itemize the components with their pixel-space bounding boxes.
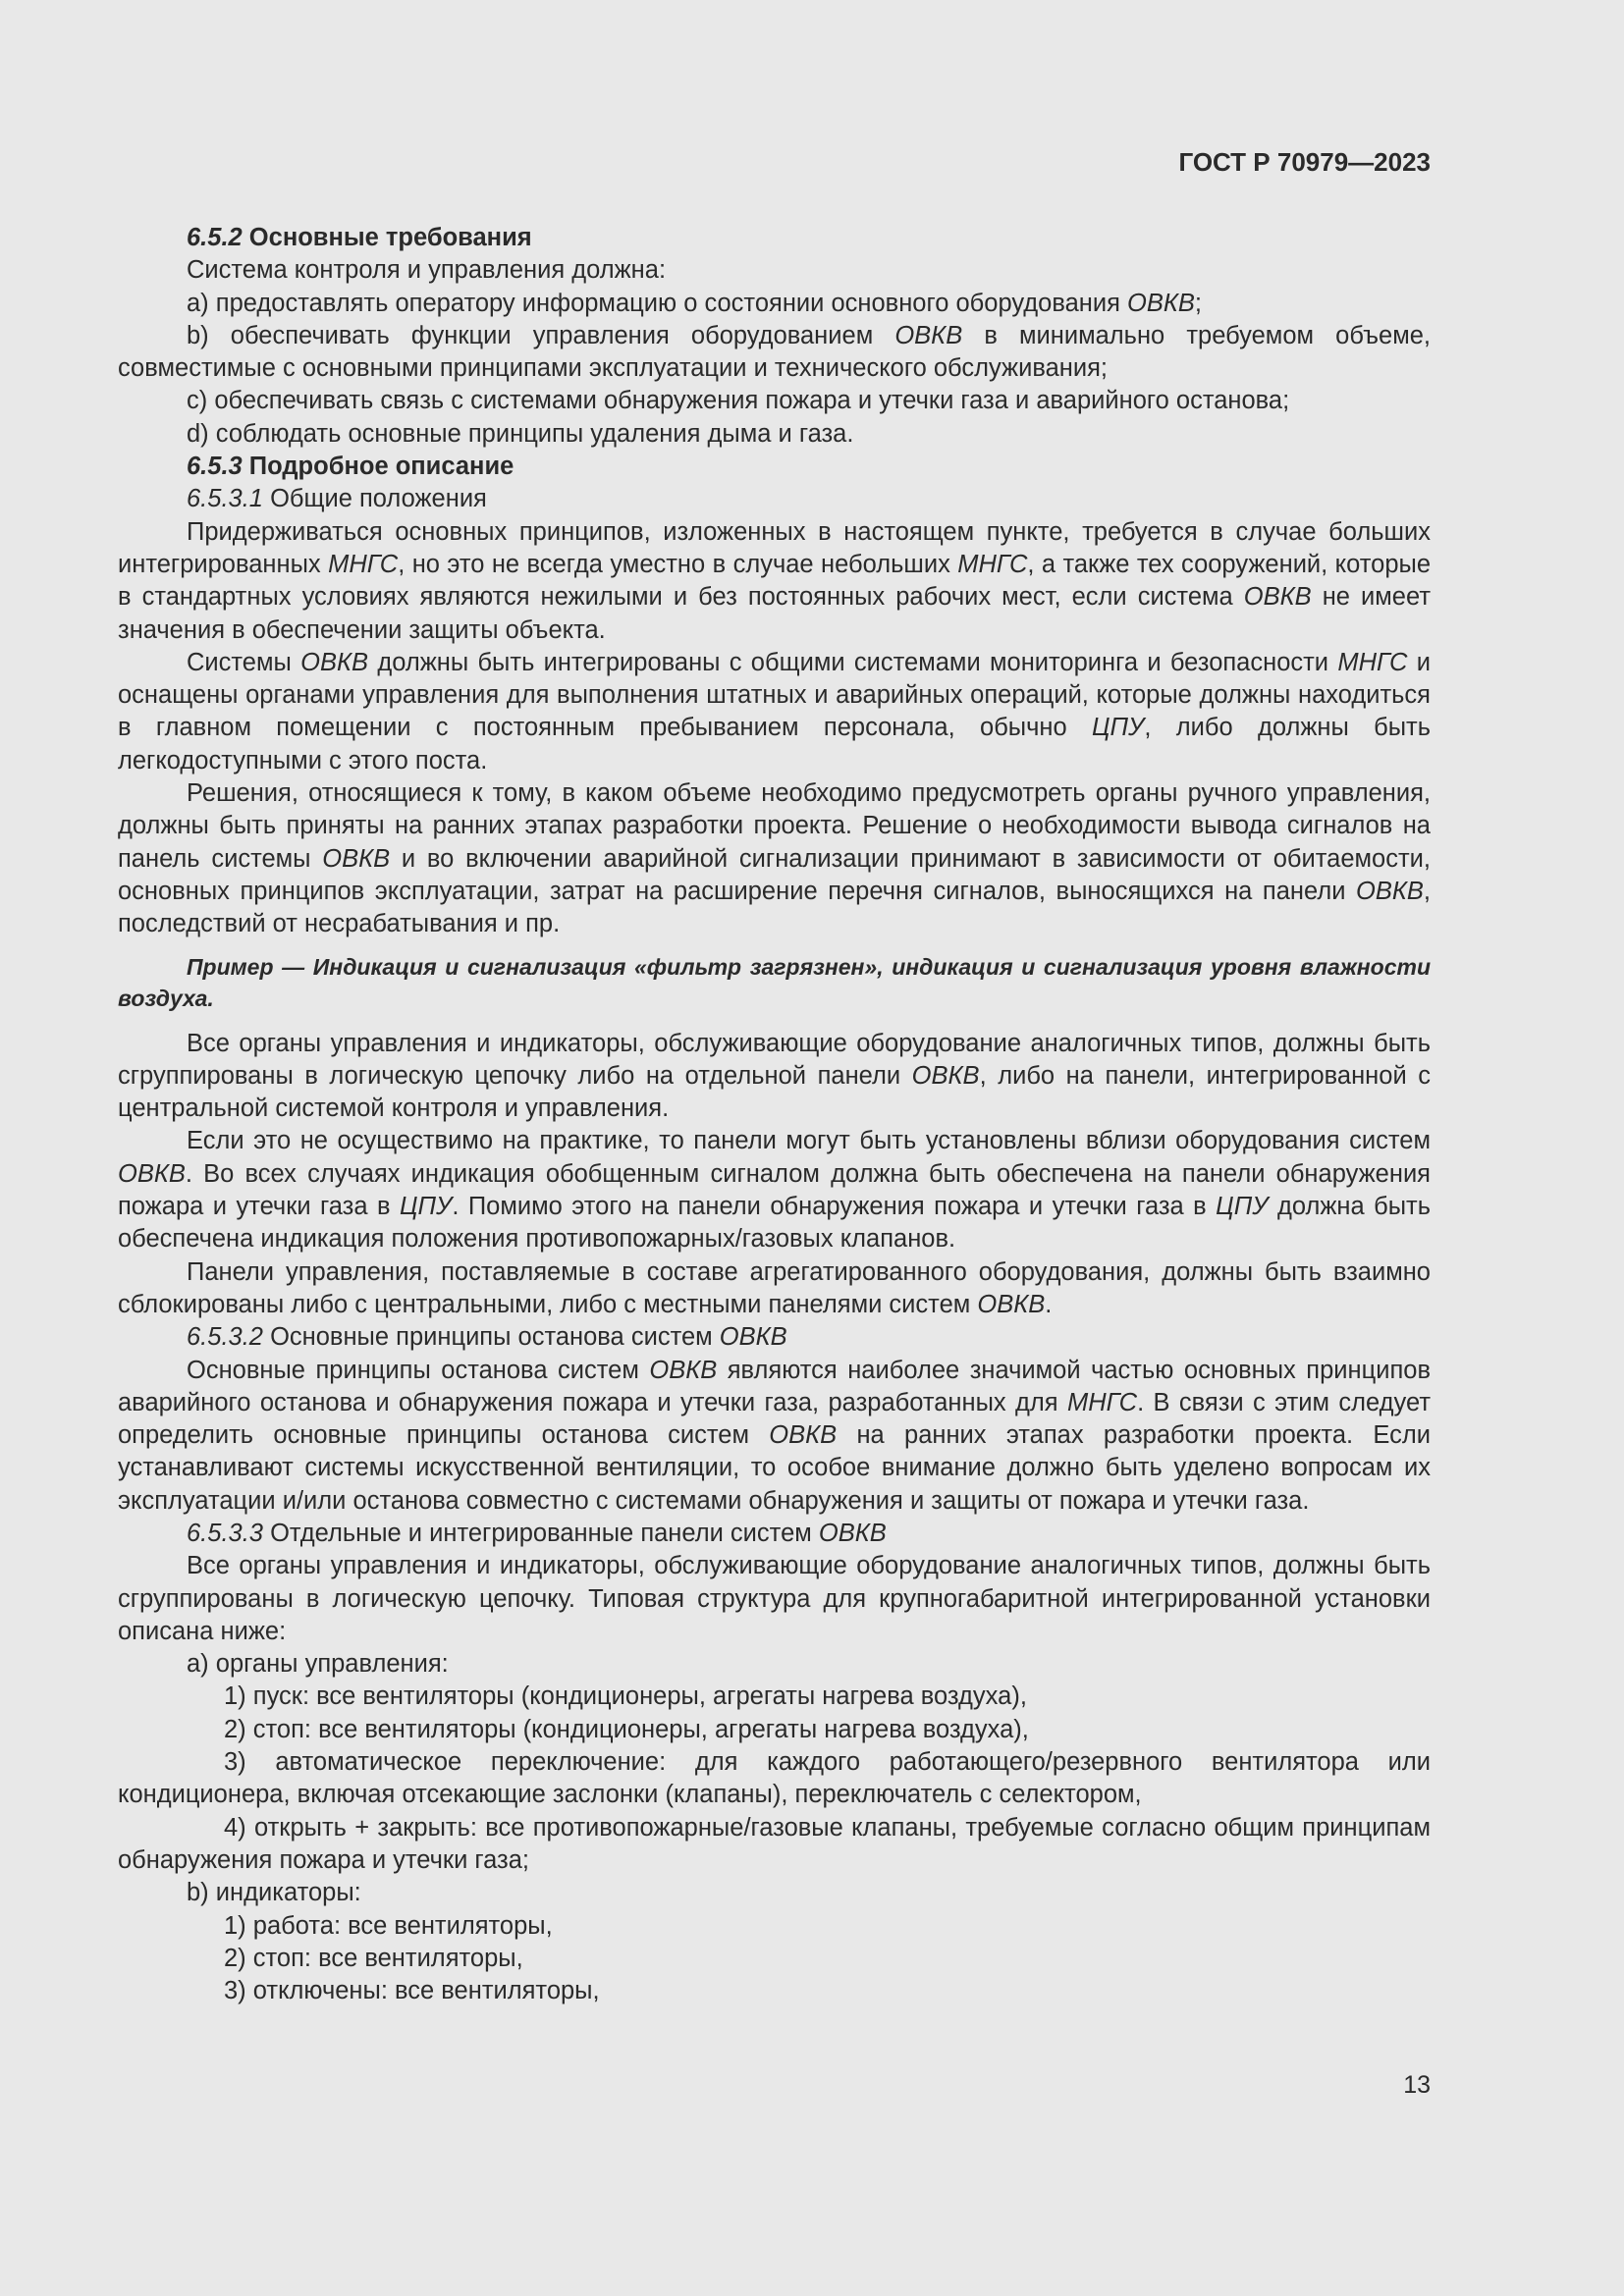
paragraph: Система контроля и управления должна: [187, 256, 667, 285]
paragraph: Основные принципы останова систем ОВКВ являются наиболее значимой частью основных принципов аварийного останова и обнаружения пожара и утечки газа, разработанных для МНГС. В связи с этим следует определить основные принципы останова систем ОВКВ на ранних этапах разработки проекта. Если устанавливают системы искусственной вентиляции, то особое внимание должно быть уделено вопросам их эксплуатации и/или останова совместно с системами обнаружения и защиты от пожара и утечки газа. [118, 1356, 1431, 1515]
list-item: 3) отключены: все вентиляторы, [224, 1977, 600, 2005]
list-item: a) предоставлять оператору информацию о состоянии основного оборудования ОВКВ; [187, 289, 1202, 317]
document-code: ГОСТ Р 70979—2023 [1178, 147, 1431, 177]
list-item: 2) стоп: все вентиляторы (кондиционеры, агрегаты нагрева воздуха), [224, 1715, 1029, 1743]
list-item: b) обеспечивать функции управления оборудованием ОВКВ в минимально требуемом объеме, совместимые с основными принципами эксплуатации и технического обслуживания; [118, 321, 1431, 383]
paragraph: Решения, относящиеся к тому, в каком объеме необходимо предусмотреть органы ручного управления, должны быть приняты на ранних этапах разработки проекта. Решение о необходимости вывода сигналов на панель системы ОВКВ и во включении аварийной сигнализации принимают в зависимости от обитаемости, основных принципов эксплуатации, затрат на расширение перечня сигналов, выносящихся на панели ОВКВ, последствий от несрабатывания и пр. [118, 779, 1431, 938]
list-item: a) органы управления: [187, 1650, 449, 1679]
list-item: 1) пуск: все вентиляторы (кондиционеры, агрегаты нагрева воздуха), [224, 1682, 1027, 1711]
list-item: d) соблюдать основные принципы удаления дыма и газа. [187, 419, 854, 448]
list-item: 2) стоп: все вентиляторы, [224, 1944, 523, 1972]
subsection-heading-6-5-3-3: 6.5.3.3 Отдельные и интегрированные панели систем ОВКВ [187, 1519, 887, 1547]
list-item: 1) работа: все вентиляторы, [224, 1911, 553, 1940]
subsection-heading-6-5-3-1: 6.5.3.1 Общие положения [187, 485, 487, 513]
list-item: c) обеспечивать связь с системами обнаружения пожара и утечки газа и аварийного останова; [187, 387, 1290, 415]
example-note: Пример — Индикация и сигнализация «фильтр загрязнен», индикация и сигнализация уровня влажности воздуха. [118, 953, 1431, 1011]
paragraph: Системы ОВКВ должны быть интегрированы с общими системами мониторинга и безопасности МНГС и оснащены органами управления для выполнения штатных и аварийных операций, которые должны находиться в главном помещении с постоянным пребыванием персонала, обычно ЦПУ, либо должны быть легкодоступными с этого поста. [118, 648, 1432, 774]
list-item: 4) открыть + закрыть: все противопожарные/газовые клапаны, требуемые согласно общим принципам обнаружения пожара и утечки газа; [118, 1813, 1431, 1874]
subsection-heading-6-5-3-2: 6.5.3.2 Основные принципы останова систем ОВКВ [187, 1323, 787, 1352]
paragraph: Все органы управления и индикаторы, обслуживающие оборудование аналогичных типов, должны быть сгруппированы в логическую цепочку либо на отдельной панели ОВКВ, либо на панели, интегрированной с центральной системой контроля и управления. [118, 1029, 1431, 1123]
paragraph: Придерживаться основных принципов, изложенных в настоящем пункте, требуется в случае больших интегрированных МНГС, но это не всегда уместно в случае небольших МНГС, а также тех сооружений, которые в стандартных условиях являются нежилыми и без постоянных рабочих мест, если система ОВКВ не имеет значения в обеспечении защиты объекта. [118, 517, 1432, 644]
list-item: 3) автоматическое переключение: для каждого работающего/резервного вентилятора или кондиционера, включая отсекающие заслонки (клапаны), переключатель с селектором, [118, 1748, 1431, 1809]
paragraph: Если это не осуществимо на практике, то панели могут быть установлены вблизи оборудования систем ОВКВ. Во всех случаях индикация обобщенным сигналом должна быть обеспечена на панели обнаружения пожара и утечки газа в ЦПУ. Помимо этого на панели обнаружения пожара и утечки газа в ЦПУ должна быть обеспечена индикация положения противопожарных/газовых клапанов. [118, 1127, 1431, 1254]
list-item: b) индикаторы: [187, 1879, 361, 1907]
paragraph: Панели управления, поставляемые в составе агрегатированного оборудования, должны быть взаимно сблокированы либо с центральными, либо с местными панелями систем ОВКВ. [118, 1257, 1431, 1318]
section-heading-6-5-2: 6.5.2 Основные требования [187, 224, 532, 251]
page-number: 13 [1403, 2071, 1431, 2099]
paragraph: Все органы управления и индикаторы, обслуживающие оборудование аналогичных типов, должны быть сгруппированы в логическую цепочку. Типовая структура для крупногабаритной интегрированной установки описана ниже: [118, 1552, 1431, 1645]
document-body [118, 222, 1431, 2007]
section-heading-6-5-3: 6.5.3 Подробное описание [187, 453, 514, 481]
